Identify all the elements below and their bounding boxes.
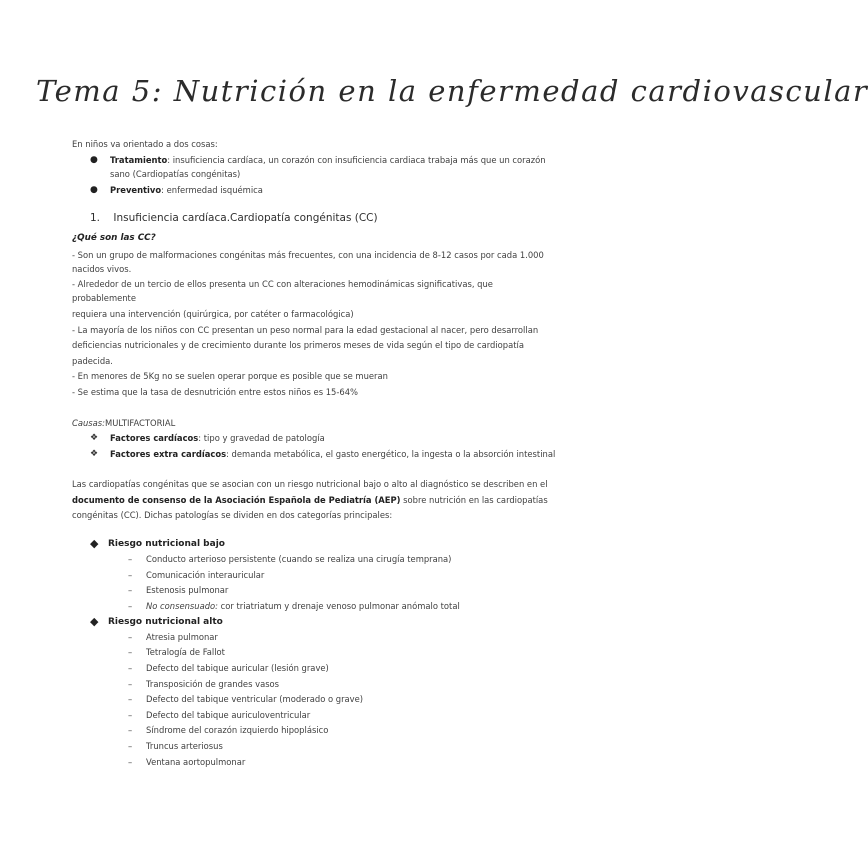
dash-bullet-icon: – xyxy=(128,554,133,564)
consensus-line: Las cardiopatías congénitas que se asocian con un riesgo nutricional bajo o alto al diagnóstico se describen en el xyxy=(72,479,548,489)
para-line: - La mayoría de los niños con CC presentan un peso normal para la edad gestacional al nacer, pero desarrollan xyxy=(72,325,539,335)
para-line: - En menores de 5Kg no se suelen operar porque es posible que se mueran xyxy=(72,371,388,381)
high-risk-item: Defecto del tabique auricular (lesión grave) xyxy=(146,663,329,673)
high-risk-item: Transposición de grandes vasos xyxy=(146,679,280,689)
diamond-bullet-icon: ❖ xyxy=(90,433,99,443)
dash-bullet-icon: – xyxy=(128,710,133,720)
section-heading: 1. Insuficiencia cardíaca.Cardiopatía congénitas (CC) xyxy=(90,212,378,224)
para-line: padecida. xyxy=(72,356,113,366)
high-risk-title: Riesgo nutricional alto xyxy=(108,617,223,627)
low-risk-title: Riesgo nutricional bajo xyxy=(108,539,225,549)
cause-item: Factores extra cardíacos: demanda metabólica, el gasto energético, la ingesta o la absorción intestinal xyxy=(110,449,556,459)
dash-bullet-icon: – xyxy=(128,647,133,657)
high-risk-item: Truncus arteriosus xyxy=(146,741,223,751)
dash-bullet-icon: – xyxy=(128,741,133,751)
low-risk-item: No consensuado: cor triatriatum y drenaje venoso pulmonar anómalo total xyxy=(146,601,460,611)
low-risk-item: Comunicación interauricular xyxy=(146,570,265,580)
dash-bullet-icon: – xyxy=(128,757,133,767)
question-heading: ¿Qué son las CC? xyxy=(72,233,156,243)
high-risk-item: Defecto del tabique auriculoventricular xyxy=(146,710,311,720)
dash-bullet-icon: – xyxy=(128,679,133,689)
consensus-line: congénitas (CC). Dichas patologías se dividen en dos categorías principales: xyxy=(72,510,393,520)
diamond-bullet-icon: ◆ xyxy=(90,615,99,628)
dash-bullet-icon: – xyxy=(128,632,133,642)
para-line: deficiencias nutricionales y de crecimiento durante los primeros meses de vida según el tipo de cardiopatía xyxy=(72,340,524,350)
para-line: nacidos vivos. xyxy=(72,264,132,274)
diamond-bullet-icon: ◆ xyxy=(90,537,99,550)
para-line: requiera una intervención (quirúrgica, por catéter o farmacológica) xyxy=(72,309,354,319)
dash-bullet-icon: – xyxy=(128,663,133,673)
diamond-bullet-icon: ❖ xyxy=(90,449,99,459)
causes-line: Causas:MULTIFACTORIAL xyxy=(72,418,176,428)
dash-bullet-icon: – xyxy=(128,694,133,704)
dash-bullet-icon: – xyxy=(128,601,133,611)
para-line: - Son un grupo de malformaciones congénitas más frecuentes, con una incidencia de 8-12 casos por cada 1.000 xyxy=(72,250,544,260)
goal-item-cont: sano (Cardiopatías congénitas) xyxy=(110,169,241,179)
dash-bullet-icon: – xyxy=(128,585,133,595)
high-risk-item: Ventana aortopulmonar xyxy=(146,757,246,767)
page-title: Tema 5: Nutrición en la enfermedad cardiovascular xyxy=(36,74,868,108)
dash-bullet-icon: – xyxy=(128,570,133,580)
goal-item: Preventivo: enfermedad isquémica xyxy=(110,185,263,195)
bullet-dot-icon: ● xyxy=(90,155,98,165)
high-risk-item: Síndrome del corazón izquierdo hipoplásico xyxy=(146,725,329,735)
para-line: - Alrededor de un tercio de ellos presenta un CC con alteraciones hemodinámicas significativas, que xyxy=(72,279,493,289)
cause-item: Factores cardíacos: tipo y gravedad de patología xyxy=(110,433,325,443)
dash-bullet-icon: – xyxy=(128,725,133,735)
bullet-dot-icon: ● xyxy=(90,185,98,195)
consensus-line: documento de consenso de la Asociación Española de Pediatría (AEP) sobre nutrición en las cardiopatías xyxy=(72,495,548,505)
high-risk-item: Atresia pulmonar xyxy=(146,632,218,642)
para-line: probablemente xyxy=(72,293,136,303)
intro-text: En niños va orientado a dos cosas: xyxy=(72,139,218,149)
low-risk-item: Estenosis pulmonar xyxy=(146,585,229,595)
high-risk-item: Defecto del tabique ventricular (moderado o grave) xyxy=(146,694,364,704)
low-risk-item: Conducto arterioso persistente (cuando se realiza una cirugía temprana) xyxy=(146,554,452,564)
para-line: - Se estima que la tasa de desnutrición entre estos niños es 15-64% xyxy=(72,387,359,397)
goal-item: Tratamiento: insuficiencia cardíaca, un corazón con insuficiencia cardiaca trabaja más que un corazón xyxy=(110,155,546,165)
high-risk-item: Tetralogía de Fallot xyxy=(146,647,225,657)
